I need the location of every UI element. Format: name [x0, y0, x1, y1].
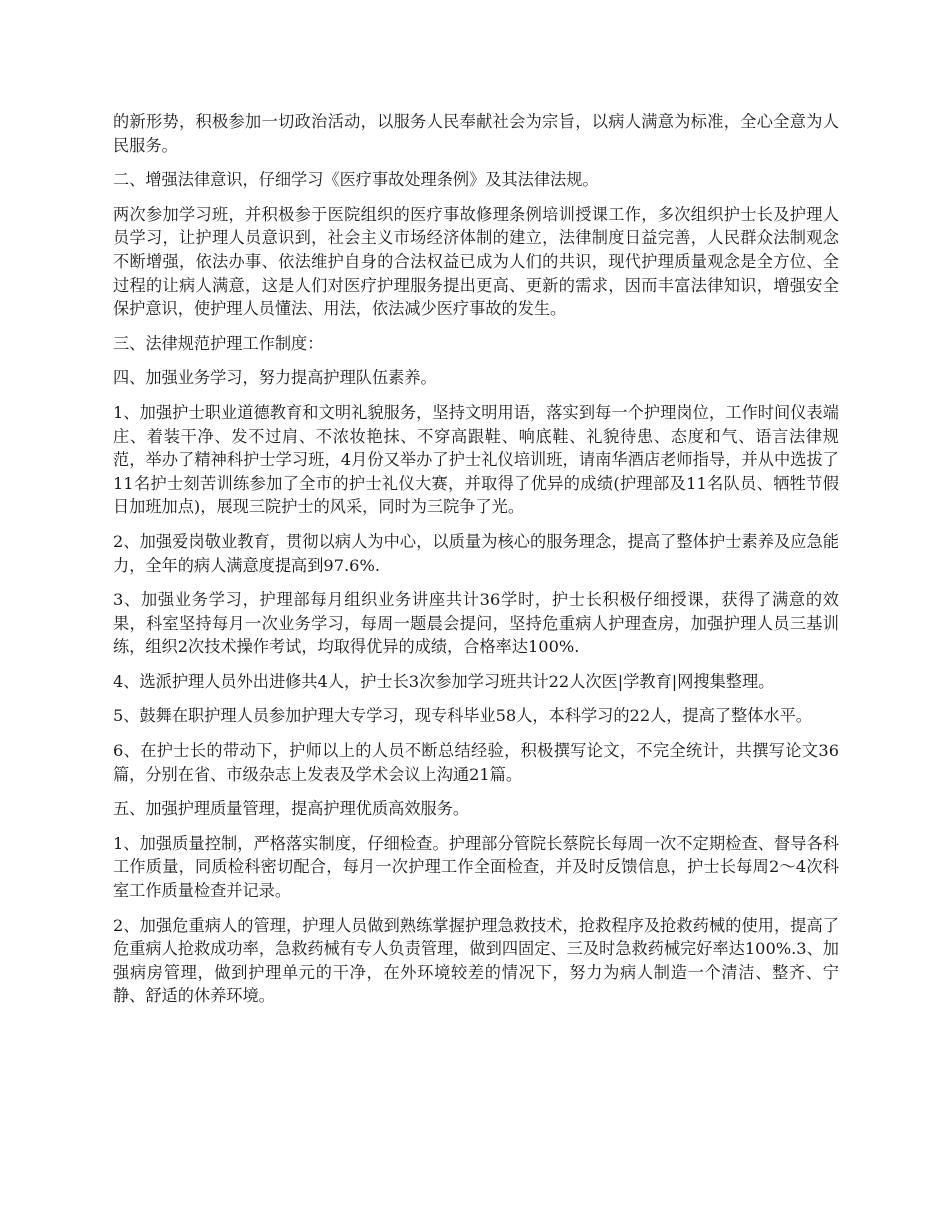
study-item-4: 4、选派护理人员外出进修共4人，护士长3次参加学习班共计22人次医|学教育|网搜集整理。: [113, 671, 775, 691]
quality-item-2: 2、加强危重病人的管理，护理人员做到熟练掌握护理急救技术，抢救程序及抢救药械的使用，提高了危重病人抢救成功率，急救药械有专人负责管理，做到四固定、三及时急救药械完好率达100%.3、加强病房管理，做到护理单元的干净，在外环境较差的情况下，努力为病人制造一个清洁、整齐、宁静、舒适的休养环境。: [113, 915, 839, 1006]
study-item-1: 1、加强护士职业道德教育和文明礼貌服务，坚持文明用语，落实到每一个护理岗位，工作时间仪表端庄、着装干净、发不过肩、不浓妆艳抹、不穿高跟鞋、响底鞋、礼貌待患、态度和气、语言法律规范，举办了精神科护士学习班，4月份又举办了护士礼仪培训班，请南华酒店老师指导，并从中选拔了11名护士刻苦训练参加了全市的护士礼仪大赛，并取得了优异的成绩(护理部及11名队员、牺牲节假日加班加点)，展现三院护士的风采，同时为三院争了光。: [113, 402, 839, 517]
intro-paragraph: 的新形势，积极参加一切政治活动，以服务人民奉献社会为宗旨，以病人满意为标准，全心全意为人民服务。: [113, 112, 839, 155]
law-training-paragraph: 两次参加学习班，并积极参于医院组织的医疗事故修理条例培训授课工作，多次组织护士长及护理人员学习，让护理人员意识到，社会主义市场经济体制的建立，法律制度日益完善，人民群众法制观念不断增强，依法办事、依法维护自身的合法权益已成为人们的共识，现代护理质量观念是全方位、全过程的让病人满意，这是人们对医疗护理服务提出更高、更新的需求，因而丰富法律知识，增强安全保护意识，使护理人员懂法、用法，依法减少医疗事故的发生。: [113, 204, 839, 319]
section-heading-law-awareness: 二、增强法律意识，仔细学习《医疗事故处理条例》及其法律法规。: [113, 170, 599, 190]
quality-item-1: 1、加强质量控制，严格落实制度，仔细检查。护理部分管院长蔡院长每周一次不定期检查、督导各科工作质量，同质检科密切配合，每月一次护理工作全面检查，并及时反馈信息，护士长每周2～4次科室工作质量检查并记录。: [113, 833, 839, 901]
section-heading-regulations: 三、法律规范护理工作制度：: [113, 333, 324, 353]
study-item-6: 6、在护士长的带动下，护师以上的人员不断总结经验，积极撰写论文，不完全统计，共撰写论文36篇，分别在省、市级杂志上发表及学术会议上沟通21篇。: [113, 741, 839, 784]
study-item-5: 5、鼓舞在职护理人员参加护理大专学习，现专科毕业58人，本科学习的22人，提高了整体水平。: [113, 706, 812, 726]
document-body: [113, 110, 839, 1019]
study-item-2: 2、加强爱岗敬业教育，贯彻以病人为中心，以质量为核心的服务理念，提高了整体护士素养及应急能力，全年的病人满意度提高到97.6%.: [113, 531, 839, 575]
study-item-3: 3、加强业务学习，护理部每月组织业务讲座共计36学时，护士长积极仔细授课，获得了满意的效果，科室坚持每月一次业务学习，每周一题晨会提问，坚持危重病人护理查房，加强护理人员三基训练，组织2次技术操作考试，均取得优异的成绩，合格率达100%.: [113, 590, 839, 657]
section-heading-quality: 五、加强护理质量管理，提高护理优质高效服务。: [113, 799, 470, 819]
section-heading-study: 四、加强业务学习，努力提高护理队伍素养。: [113, 368, 437, 388]
